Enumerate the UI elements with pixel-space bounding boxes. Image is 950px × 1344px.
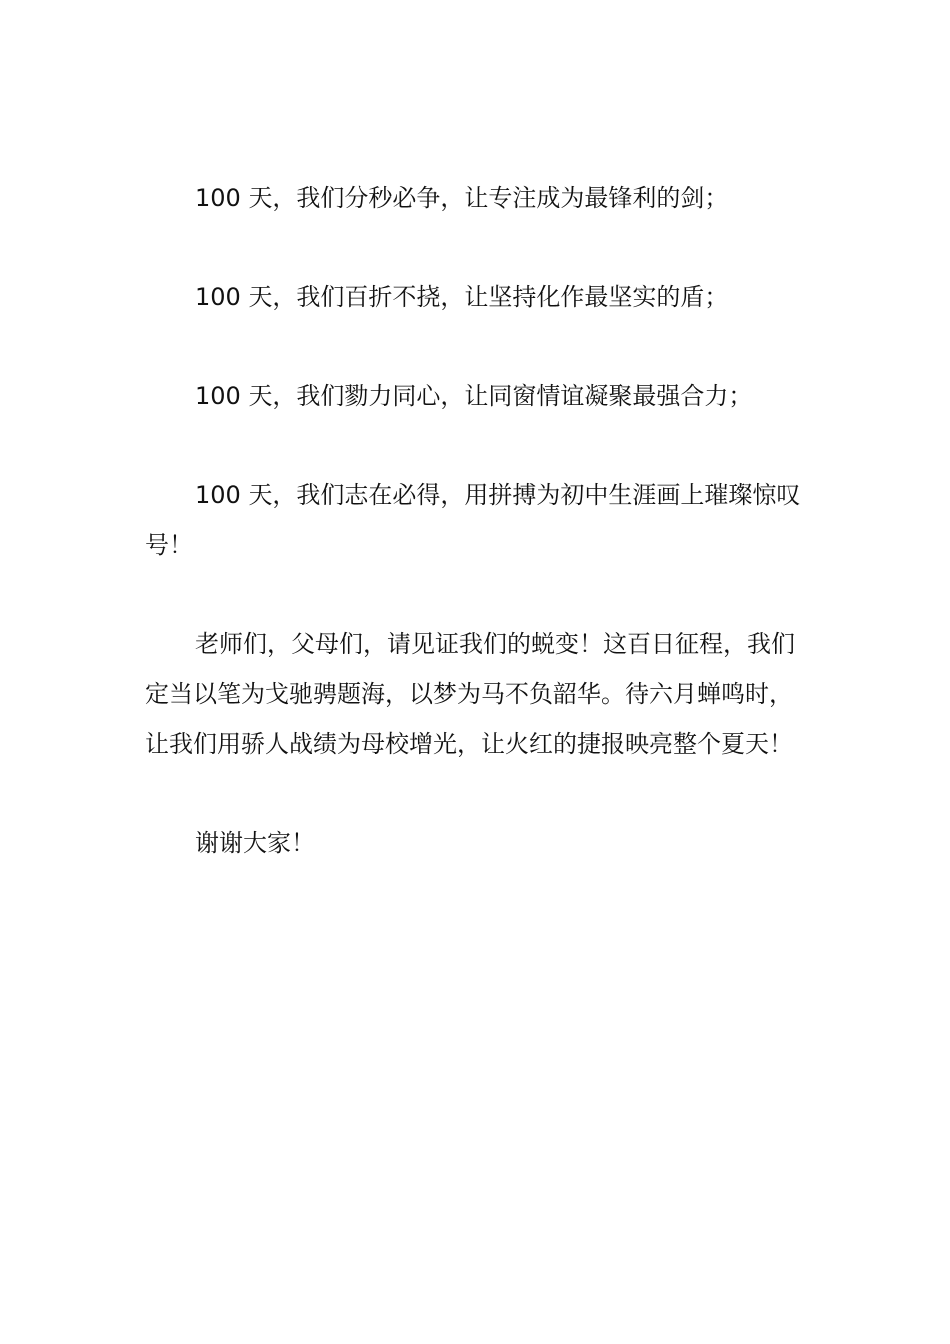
paragraph-determination: 100 天，我们志在必得，用拼搏为初中生涯画上璀璨惊叹号！ [145,481,801,559]
paragraph-thanks: 谢谢大家！ [195,829,315,857]
paragraph-unity: 100 天，我们勠力同心，让同窗情谊凝聚最强合力； [195,382,753,410]
paragraph-closing-appeal: 老师们，父母们，请见证我们的蜕变！这百日征程，我们定当以笔为戈驰骋题海，以梦为马不负韶华。待六月蝉鸣时，让我们用骄人战绩为母校增光，让火红的捷报映亮整个夏天！ [145,630,795,758]
paragraph-perseverance: 100 天，我们百折不挠，让坚持化作最坚实的盾； [195,283,729,311]
speech-body [145,173,810,868]
paragraph-focus: 100 天，我们分秒必争，让专注成为最锋利的剑； [195,184,729,212]
